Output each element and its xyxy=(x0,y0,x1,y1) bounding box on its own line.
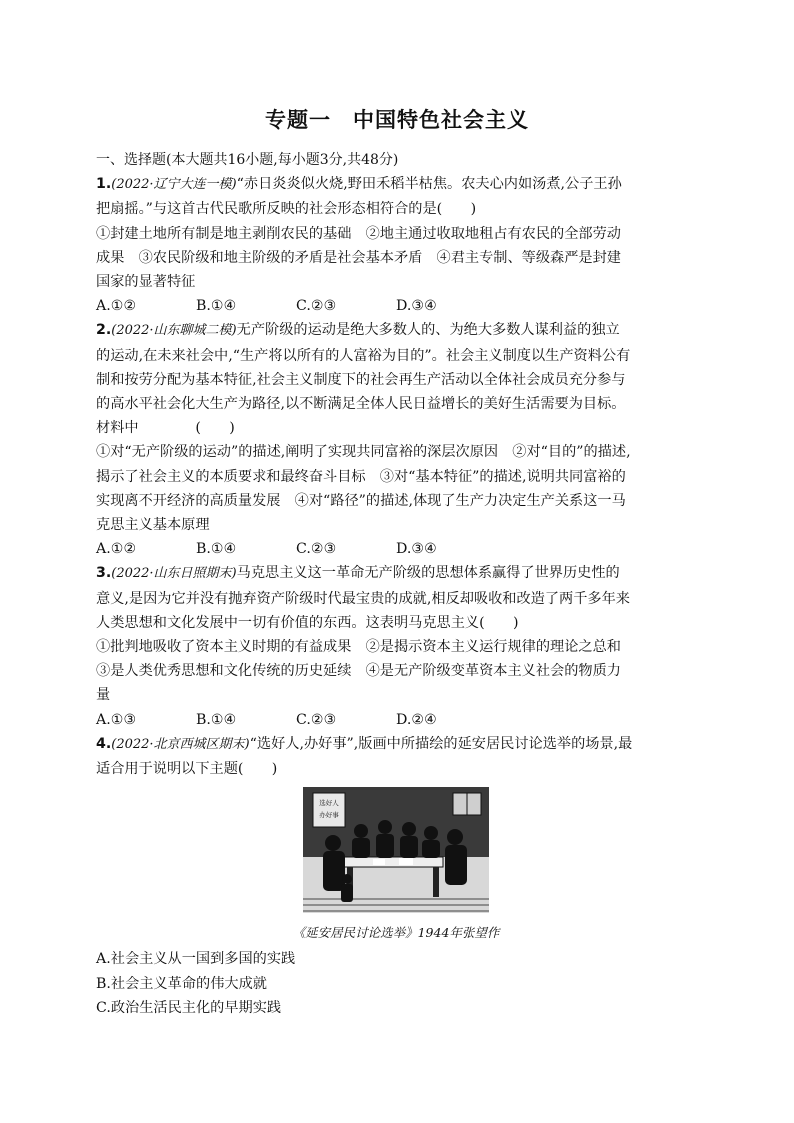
question-1-statement-line: 成果 ③农民阶级和地主阶级的矛盾是社会基本矛盾 ④君主专制、等级森严是封建 xyxy=(96,249,621,266)
question-2-stem-line: 材料中 ( ) xyxy=(96,420,235,437)
stem-text: 无产阶级的运动是绝大多数人的、为绝大多数人谋利益的独立 xyxy=(236,322,620,339)
figure-caption: 《延安居民讨论选举》1944年张望作 xyxy=(292,925,500,941)
question-3-statement-line: ③是人类优秀思想和文化传统的历史延续 ④是无产阶级变革资本主义社会的物质力 xyxy=(96,663,621,680)
option-a[interactable]: A.①③ xyxy=(96,711,137,728)
stem-text: “选好人,办好事”,版画中所描绘的延安居民讨论选举的场景,最 xyxy=(249,735,633,752)
svg-text:办好事: 办好事 xyxy=(319,811,339,820)
option-b[interactable]: B.①④ xyxy=(196,541,237,558)
question-4 xyxy=(96,732,696,1020)
option-c[interactable]: C.②③ xyxy=(296,298,337,315)
question-3-stem-line xyxy=(96,561,696,586)
question-source: (2022·北京西城区期末) xyxy=(111,736,250,752)
question-1-stem-line xyxy=(96,172,696,197)
question-source: (2022·山东日照期末) xyxy=(111,566,237,582)
question-2-statement-line: 克思主义基本原理 xyxy=(96,517,210,534)
option-b[interactable]: B.①④ xyxy=(196,298,237,315)
question-3-statement-line: ①批判地吸收了资本主义时期的有益成果 ②是揭示资本主义运行规律的理论之总和 xyxy=(96,639,621,656)
question-3-stem-line: 人类思想和文化发展中一切有价值的东西。这表明马克思主义( ) xyxy=(96,614,519,631)
question-3-statement-line: 量 xyxy=(96,687,111,704)
option-c[interactable]: C.政治生活民主化的早期实践 xyxy=(96,999,282,1016)
option-c[interactable]: C.②③ xyxy=(296,541,337,558)
option-d[interactable]: D.③④ xyxy=(396,541,437,558)
question-2-options xyxy=(96,537,696,561)
question-2-statement-line: 实现离不开经济的高质量发展 ④对“路径”的描述,体现了生产力决定生产关系这一马 xyxy=(96,492,626,509)
option-b[interactable]: B.社会主义革命的伟大成就 xyxy=(96,975,267,992)
question-1 xyxy=(96,172,696,318)
question-source: (2022·山东聊城二模) xyxy=(111,323,237,339)
option-d[interactable]: D.③④ xyxy=(396,298,437,315)
question-2-statement-line: 揭示了社会主义的本质要求和最终奋斗目标 ③对“基本特征”的描述,说明共同富裕的 xyxy=(96,468,626,485)
question-2 xyxy=(96,318,696,561)
question-3-stem-line: 意义,是因为它并没有抛弃资产阶级时代最宝贵的成就,相反却吸收和改造了两千多年来 xyxy=(96,590,630,607)
option-a[interactable]: A.社会主义从一国到多国的实践 xyxy=(96,951,296,968)
section-header: 一、选择题(本大题共16小题,每小题3分,共48分) xyxy=(96,152,399,168)
question-number: 4. xyxy=(96,735,112,752)
question-2-statement-line: ①对“无产阶级的运动”的描述,阐明了实现共同富裕的深层次原因 ②对“目的”的描述, xyxy=(96,444,631,461)
question-list xyxy=(96,148,696,1020)
question-2-stem-line: 的高水平社会化大生产为路径,以不断满足全体人民日益增长的美好生活需要为目标。 xyxy=(96,396,626,413)
option-d[interactable]: D.②④ xyxy=(396,711,437,728)
woodcut-figure xyxy=(96,787,696,945)
question-4-stem-line xyxy=(96,732,696,757)
question-2-stem-line: 的运动,在未来社会中,“生产将以所有的人富裕为目的”。社会主义制度以生产资料公有 xyxy=(96,347,631,364)
question-1-statement-line: ①封建土地所有制是地主剥削农民的基础 ②地主通过收取地租占有农民的全部劳动 xyxy=(96,225,621,242)
stem-text: “赤日炎炎似火烧,野田禾稻半枯焦。农夫心内如汤煮,公子王孙 xyxy=(236,176,622,193)
option-a[interactable]: A.①② xyxy=(96,541,137,558)
question-1-options xyxy=(96,294,696,318)
option-a[interactable]: A.①② xyxy=(96,298,137,315)
question-3 xyxy=(96,561,696,731)
question-2-stem-line: 制和按劳分配为基本特征,社会主义制度下的社会再生产活动以全体社会成员充分参与 xyxy=(96,371,626,388)
question-source: (2022·辽宁大连一模) xyxy=(111,177,237,193)
question-4-stem-line: 适合用于说明以下主题( ) xyxy=(96,761,278,778)
option-b[interactable]: B.①④ xyxy=(196,711,237,728)
question-1-statement-line: 国家的显著特征 xyxy=(96,274,196,291)
woodcut-image xyxy=(303,787,489,913)
question-2-stem-line xyxy=(96,318,696,343)
option-c[interactable]: C.②③ xyxy=(296,711,337,728)
question-number: 3. xyxy=(96,565,112,582)
question-number: 2. xyxy=(96,322,112,339)
woodcut-illustration xyxy=(303,787,489,913)
question-1-stem-line: 把扇摇。”与这首古代民歌所反映的社会形态相符合的是( ) xyxy=(96,201,477,218)
question-3-options xyxy=(96,708,696,732)
svg-text:选好人: 选好人 xyxy=(319,799,339,808)
page-title: 专题一 中国特色社会主义 xyxy=(265,108,529,132)
stem-text: 马克思主义这一革命无产阶级的思想体系赢得了世界历史性的 xyxy=(236,565,620,582)
question-number: 1. xyxy=(96,176,112,193)
